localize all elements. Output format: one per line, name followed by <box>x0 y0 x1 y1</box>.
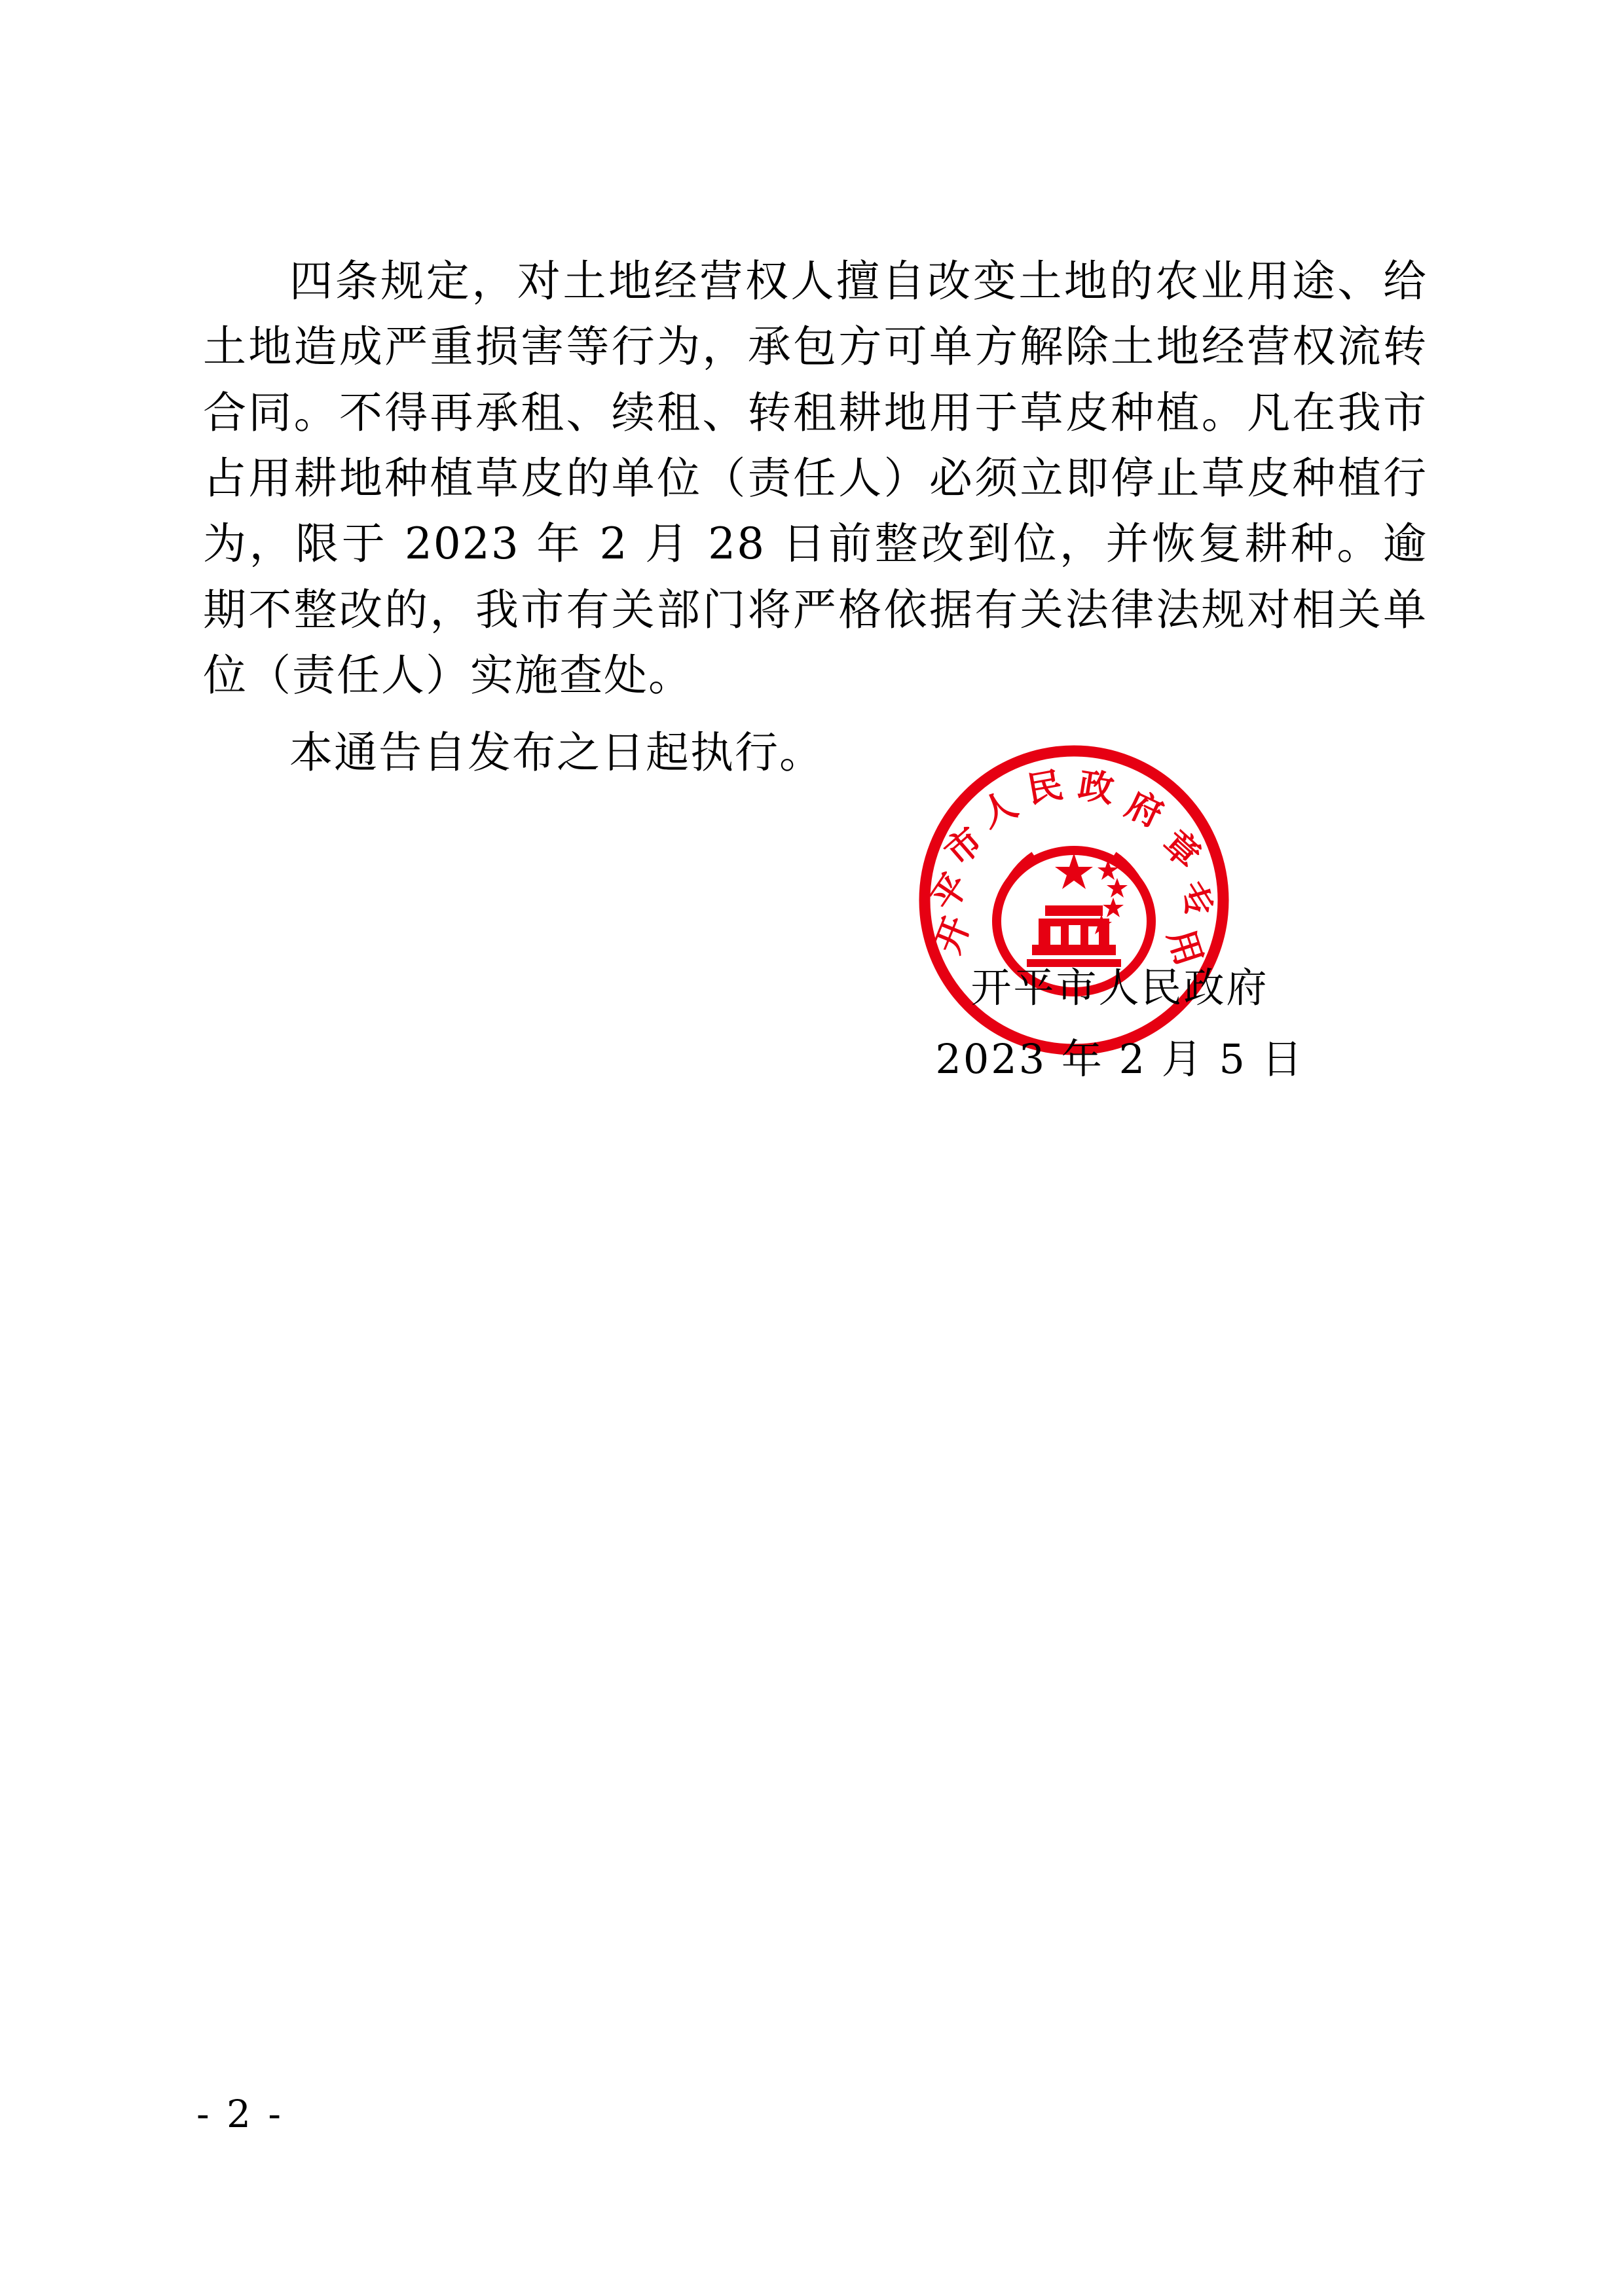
signature-block <box>917 953 1323 1095</box>
paragraph-1: 四条规定，对土地经营权人擅自改变土地的农业用途、给土地造成严重损害等行为，承包方可单方解除土地经营权流转合同。不得再承租、续租、转租耕地用于草皮种植。凡在我市占用耕地种植草皮的单位（责任人）必须立即停止草皮种植行为，限于 2023 年 2 月 28 日前整改到位，并恢复耕种。逾期不整改的，我市有关部门将严格依据有关法律法规对相关单位（责任人）实施查处。 <box>203 256 1428 701</box>
signature-date: 2023 年 2 月 5 日 <box>935 1034 1304 1083</box>
svg-text:市: 市 <box>936 818 991 874</box>
svg-text:政: 政 <box>1075 763 1117 811</box>
page-number: - 2 - <box>196 2092 284 2136</box>
svg-text:章: 章 <box>1154 822 1209 877</box>
svg-text:人: 人 <box>973 782 1024 836</box>
svg-text:专: 专 <box>1168 874 1223 926</box>
paragraph-2: 本通告自发布之日起执行。 <box>289 727 824 778</box>
signature-issuer: 开平市人民政府 <box>970 964 1269 1011</box>
svg-text:开: 开 <box>926 910 979 959</box>
svg-text:民: 民 <box>1024 763 1066 811</box>
document-body <box>203 249 1428 786</box>
svg-text:平: 平 <box>922 866 977 919</box>
svg-text:府: 府 <box>1120 782 1170 836</box>
svg-text:用: 用 <box>1160 924 1211 971</box>
